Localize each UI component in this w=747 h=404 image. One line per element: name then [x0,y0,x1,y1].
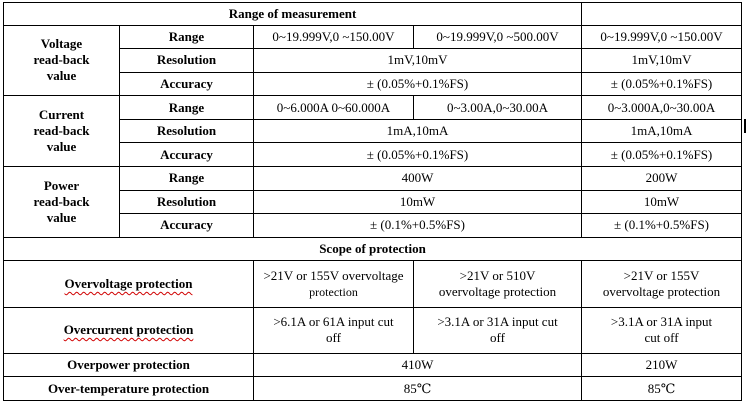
voltage-resolution-label: Resolution [120,49,254,73]
current-range-label: Range [120,96,254,120]
current-resolution-label: Resolution [120,119,254,143]
voltage-range-label: Range [120,25,254,49]
overvoltage-row [4,261,742,307]
voltage-group-line-1: Voltage [40,36,83,52]
current-resolution-value-2: 1mA,10mA [582,119,742,143]
overpower-row [4,353,742,377]
overpower-value-1: 410W [254,353,582,377]
overtemp-label: Over-temperature protection [4,377,254,401]
voltage-accuracy-value-2: ± (0.05%+0.1%FS) [582,72,742,96]
overpower-value-2: 210W [582,353,742,377]
voltage-group-line-2: read-back [33,52,90,68]
voltage-range-value-2: 0~19.999V,0 ~500.00V [414,25,582,49]
current-group-line-1: Current [38,107,85,123]
overvoltage-value-1-line-2: protection [309,284,358,299]
voltage-resolution-value-1: 1mV,10mV [254,49,582,73]
power-group-line-1: Power [43,177,80,193]
overcurrent-label-text: Overcurrent protection [63,322,194,338]
measurement-title: Range of measurement [4,3,582,26]
overcurrent-value-2-line-1: >3.1A or 31A input cut [437,314,558,330]
overvoltage-value-3-line-1: >21V or 155V [623,267,700,283]
power-accuracy-label: Accuracy [120,214,254,238]
voltage-accuracy-value-1: ± (0.05%+0.1%FS) [254,72,582,96]
voltage-range-row [4,25,742,49]
current-range-value-2: 0~3.00A,0~30.00A [414,96,582,120]
current-range-value-3: 0~3.000A,0~30.00A [582,96,742,120]
overtemp-value-2: 85℃ [582,377,742,401]
current-group-line-2: read-back [33,123,90,139]
overvoltage-value-2-line-2: overvoltage protection [438,283,557,299]
overpower-label: Overpower protection [4,353,254,377]
overvoltage-value-1 [254,261,414,307]
power-group-line-3: value [46,209,77,225]
current-accuracy-value-1: ± (0.05%+0.1%FS) [254,143,582,167]
measurement-title-blank [582,3,742,26]
protection-header-row [4,237,742,261]
overtemp-value-1: 85℃ [254,377,582,401]
current-accuracy-value-2: ± (0.05%+0.1%FS) [582,143,742,167]
power-group-label [4,167,120,238]
overcurrent-value-3-line-2: cut off [644,330,679,346]
power-resolution-label: Resolution [120,190,254,214]
overvoltage-value-3-line-2: overvoltage protection [602,283,721,299]
overcurrent-value-2-line-2: off [490,330,505,346]
current-resolution-value-1: 1mA,10mA [254,119,582,143]
voltage-range-value-3: 0~19.999V,0 ~150.00V [582,25,742,49]
voltage-group-line-3: value [46,68,77,84]
power-range-row [4,167,742,191]
voltage-resolution-value-2: 1mV,10mV [582,49,742,73]
overcurrent-value-1-line-2: off [326,330,341,346]
overvoltage-value-2 [414,261,582,307]
overcurrent-value-1 [254,307,414,353]
voltage-accuracy-label: Accuracy [120,72,254,96]
voltage-group-label [4,25,120,96]
overvoltage-value-3 [582,261,742,307]
overcurrent-value-1-line-1: >6.1A or 61A input cut [273,314,394,330]
overcurrent-value-3 [582,307,742,353]
overvoltage-value-1-line-1: >21V or 155V overvoltage [263,267,404,283]
power-range-value-2: 200W [582,167,742,191]
power-group-line-2: read-back [33,193,90,209]
overcurrent-value-2 [414,307,582,353]
voltage-range-value-1: 0~19.999V,0 ~150.00V [254,25,414,49]
current-group-line-3: value [46,139,77,155]
overcurrent-value-3-line-1: >3.1A or 31A input [610,314,713,330]
current-group-label [4,96,120,167]
overcurrent-row [4,307,742,353]
current-accuracy-label: Accuracy [120,143,254,167]
spec-table [3,2,742,401]
power-resolution-value-1: 10mW [254,190,582,214]
overvoltage-label-text: Overvoltage protection [64,275,193,291]
current-range-value-1: 0~6.000A 0~60.000A [254,96,414,120]
power-resolution-value-2: 10mW [582,190,742,214]
overtemp-row [4,377,742,401]
overvoltage-value-2-line-1: >21V or 510V [459,267,536,283]
power-accuracy-value-2: ± (0.1%+0.5%FS) [582,214,742,238]
power-range-label: Range [120,167,254,191]
power-range-value-1: 400W [254,167,582,191]
overcurrent-label [4,307,254,353]
measurement-header-row [4,3,742,26]
power-accuracy-value-1: ± (0.1%+0.5%FS) [254,214,582,238]
edge-tick-mark [744,119,746,133]
current-range-row [4,96,742,120]
protection-title: Scope of protection [4,237,742,261]
overvoltage-label [4,261,254,307]
